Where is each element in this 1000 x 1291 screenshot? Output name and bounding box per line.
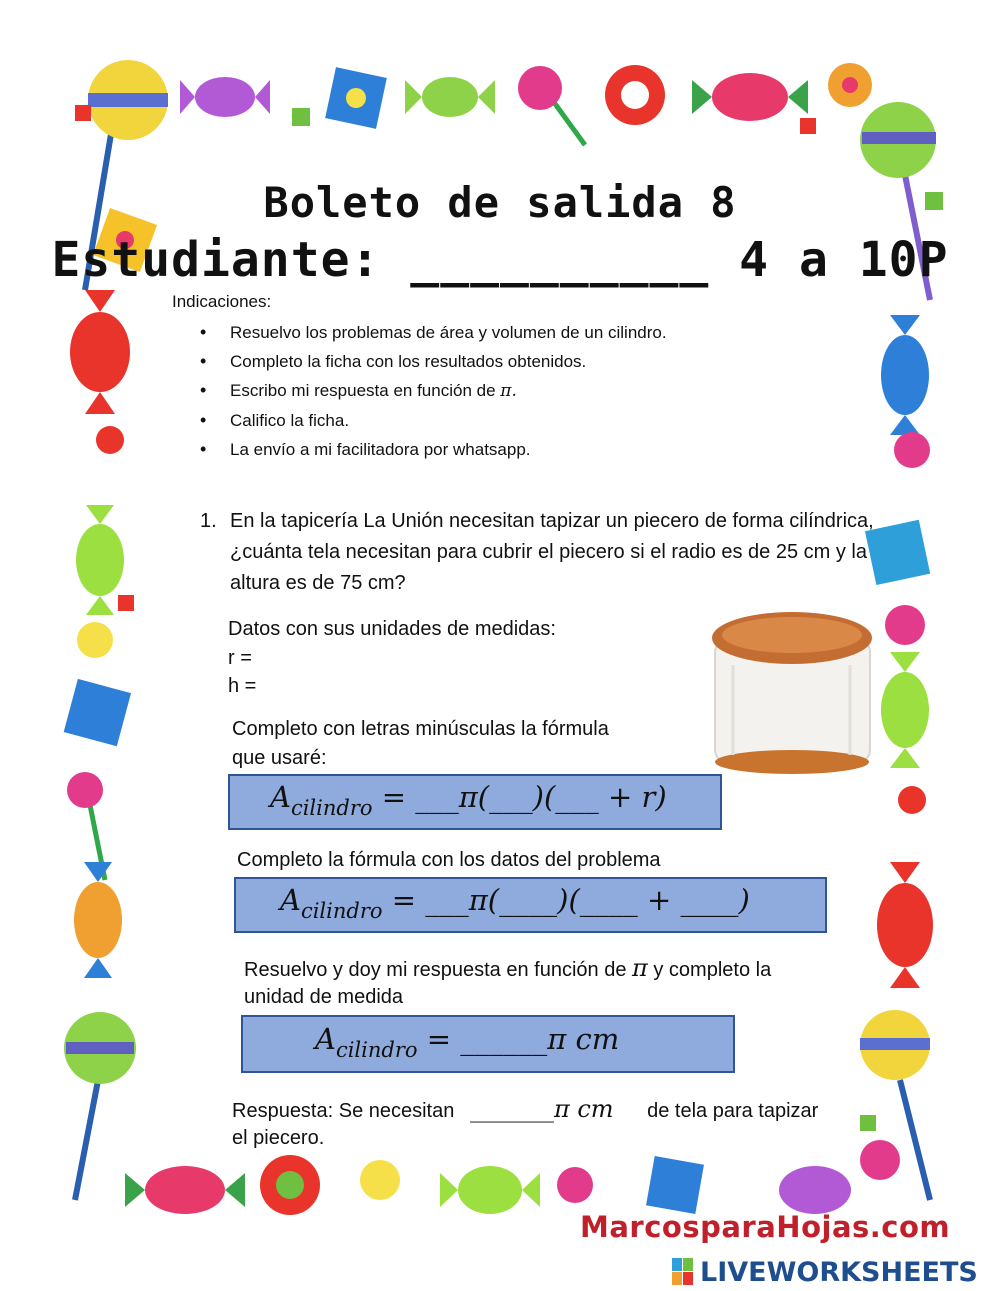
liveworksheets-logo-icon bbox=[672, 1258, 694, 1286]
pinwheel-candy-icon bbox=[360, 1160, 400, 1200]
square-candy-icon bbox=[800, 118, 816, 134]
problem-text: En la tapicería La Unión necesitan tapizar un piecero de forma cilíndrica, ¿cuánta tela necesitan para cubrir el piecero si el radio es de 25 cm y la altura es de 75 cm? bbox=[230, 510, 874, 594]
pi-symbol: π. bbox=[500, 381, 517, 401]
formula-subscript: cilindro bbox=[335, 1038, 418, 1062]
height-label: h = bbox=[228, 675, 257, 697]
square-candy-icon bbox=[75, 105, 91, 121]
candy-icon bbox=[180, 77, 270, 117]
liveworksheets-logo[interactable]: LIVEWORKSHEETS bbox=[700, 1257, 978, 1288]
list-item: • Califico la ficha. bbox=[200, 406, 667, 435]
pinwheel-candy-icon bbox=[64, 679, 131, 746]
swirl-candy-icon bbox=[605, 65, 665, 125]
problem-number: 1. bbox=[200, 510, 217, 532]
candy-icon bbox=[405, 77, 495, 117]
lollipop-icon bbox=[64, 1012, 136, 1200]
solve-text-cont: y completo la bbox=[653, 959, 772, 981]
radius-label: r = bbox=[228, 647, 252, 669]
answer-text-cont: de tela para tapizar bbox=[647, 1100, 819, 1122]
frame-source-logo: MarcosparaHojas.com bbox=[580, 1210, 951, 1244]
solve-instruction-cont: unidad de medida bbox=[244, 986, 404, 1008]
problem-statement bbox=[200, 506, 880, 599]
formula-instruction-cont: que usaré: bbox=[232, 747, 327, 769]
candy-icon bbox=[881, 652, 929, 768]
formula-symbol: A bbox=[270, 780, 291, 814]
candy-icon bbox=[70, 290, 130, 414]
formula-instruction: Completo con letras minúsculas la fórmula bbox=[232, 718, 609, 740]
formula-expression: = ___π(___)(___ + r) bbox=[372, 780, 667, 814]
formula-expression: = ______π cm bbox=[417, 1022, 620, 1056]
heart-icon bbox=[96, 426, 124, 454]
ottoman-image bbox=[705, 605, 880, 780]
answer-text: Respuesta: Se necesitan bbox=[232, 1100, 455, 1122]
formula-box-3[interactable] bbox=[241, 1015, 735, 1073]
candy-icon bbox=[74, 862, 122, 978]
solve-text: Resuelvo y doy mi respuesta en función de bbox=[244, 959, 627, 981]
candy-icon bbox=[692, 73, 808, 121]
formula-expression: = ___π(____)(____ + ____) bbox=[382, 883, 750, 917]
worksheet-title: Boleto de salida 8 bbox=[263, 178, 737, 227]
candy-icon bbox=[440, 1166, 540, 1214]
answer-line-cont: el piecero. bbox=[232, 1127, 325, 1149]
instructions-list bbox=[200, 318, 667, 464]
square-candy-icon bbox=[118, 595, 134, 611]
lollipop-icon bbox=[557, 1167, 593, 1203]
pi-symbol: π bbox=[632, 954, 648, 982]
student-line[interactable]: Estudiante: __________ 4 a 10P bbox=[51, 232, 949, 288]
formula-subscript: cilindro bbox=[290, 796, 373, 820]
formula-box-1[interactable] bbox=[228, 774, 722, 830]
answer-line bbox=[232, 1095, 902, 1125]
list-item bbox=[200, 376, 667, 406]
formula-1 bbox=[270, 780, 667, 820]
data-label: Datos con sus unidades de medidas: bbox=[228, 618, 556, 640]
formula-symbol: A bbox=[315, 1022, 336, 1056]
lollipop-icon bbox=[518, 66, 585, 145]
candy-icon bbox=[125, 1166, 245, 1214]
swirl-candy-icon bbox=[260, 1155, 320, 1215]
candy-icon bbox=[76, 505, 124, 615]
candy-icon bbox=[779, 1166, 851, 1214]
instructions-heading: Indicaciones: bbox=[172, 292, 272, 311]
heart-icon bbox=[898, 786, 926, 814]
formula-box-2[interactable] bbox=[234, 877, 827, 933]
solve-instruction bbox=[244, 954, 771, 984]
list-item: • Resuelvo los problemas de área y volumen de un cilindro. bbox=[200, 318, 667, 347]
formula-3 bbox=[315, 1022, 620, 1062]
swirl-candy-icon bbox=[885, 605, 925, 645]
pinwheel-candy-icon bbox=[828, 63, 872, 107]
data-instruction: Completo la fórmula con los datos del problema bbox=[237, 849, 661, 871]
swirl-candy-icon bbox=[77, 622, 113, 658]
candy-icon bbox=[881, 315, 929, 435]
square-candy-icon bbox=[292, 108, 310, 126]
list-item: • Completo la ficha con los resultados obtenidos. bbox=[200, 347, 667, 376]
candy-icon bbox=[877, 862, 933, 988]
pinwheel-candy-icon bbox=[325, 67, 387, 129]
formula-symbol: A bbox=[280, 883, 301, 917]
list-item: • La envío a mi facilitadora por whatsapp. bbox=[200, 435, 667, 464]
pinwheel-candy-icon bbox=[646, 1156, 704, 1214]
swirl-candy-icon bbox=[860, 1140, 900, 1180]
formula-subscript: cilindro bbox=[300, 899, 383, 923]
list-item-text: Escribo mi respuesta en función de bbox=[230, 381, 496, 400]
formula-2 bbox=[280, 883, 750, 923]
lollipop-icon bbox=[894, 432, 930, 468]
answer-blank[interactable]: _______π cm bbox=[469, 1095, 614, 1123]
